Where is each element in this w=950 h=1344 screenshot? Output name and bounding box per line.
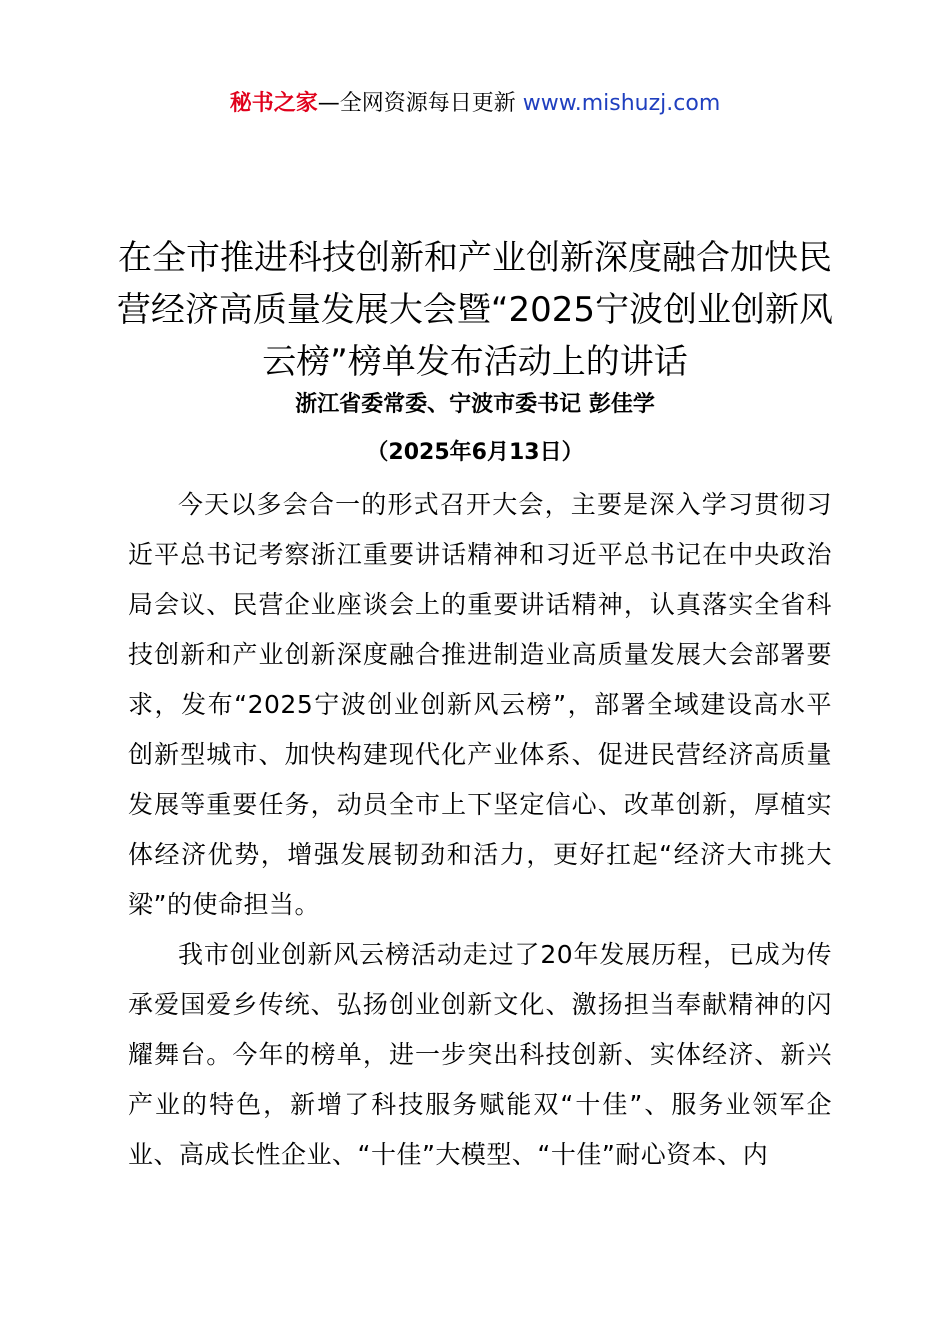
document-body [128, 480, 832, 1180]
body-paragraph: 我市创业创新风云榜活动走过了20年发展历程，已成为传承爱国爱乡传统、弘扬创业创新文化、激扬担当奉献精神的闪耀舞台。今年的榜单，进一步突出科技创新、实体经济、新兴产业的特色，新增了科技服务赋能双“十佳”、服务业领军企业、高成长性企业、“十佳”大模型、“十佳”耐心资本、内 [128, 940, 832, 1169]
document-date: （2025年6月13日） [366, 440, 584, 465]
header-tagline: —全网资源每日更新 [317, 91, 523, 116]
document-title: 在全市推进科技创新和产业创新深度融合加快民营经济高质量发展大会暨“2025宁波创业创新风云榜”榜单发布活动上的讲话 [116, 238, 834, 382]
brand-name: 秘书之家 [229, 91, 318, 116]
site-url-link[interactable]: www.mishuzj.com [522, 91, 721, 116]
document-author: 浙江省委常委、宁波市委书记 彭佳学 [295, 392, 655, 417]
body-paragraph: 今天以多会合一的形式召开大会，主要是深入学习贯彻习近平总书记考察浙江重要讲话精神和习近平总书记在中央政治局会议、民营企业座谈会上的重要讲话精神，认真落实全省科技创新和产业创新深度融合推进制造业高质量发展大会部署要求，发布“2025宁波创业创新风云榜”，部署全域建设高水平创新型城市、加快构建现代化产业体系、促进民营经济高质量发展等重要任务，动员全市上下坚定信心、改革创新，厚植实体经济优势，增强发展韧劲和活力，更好扛起“经济大市挑大梁”的使命担当。 [128, 490, 832, 919]
site-header [0, 88, 950, 120]
